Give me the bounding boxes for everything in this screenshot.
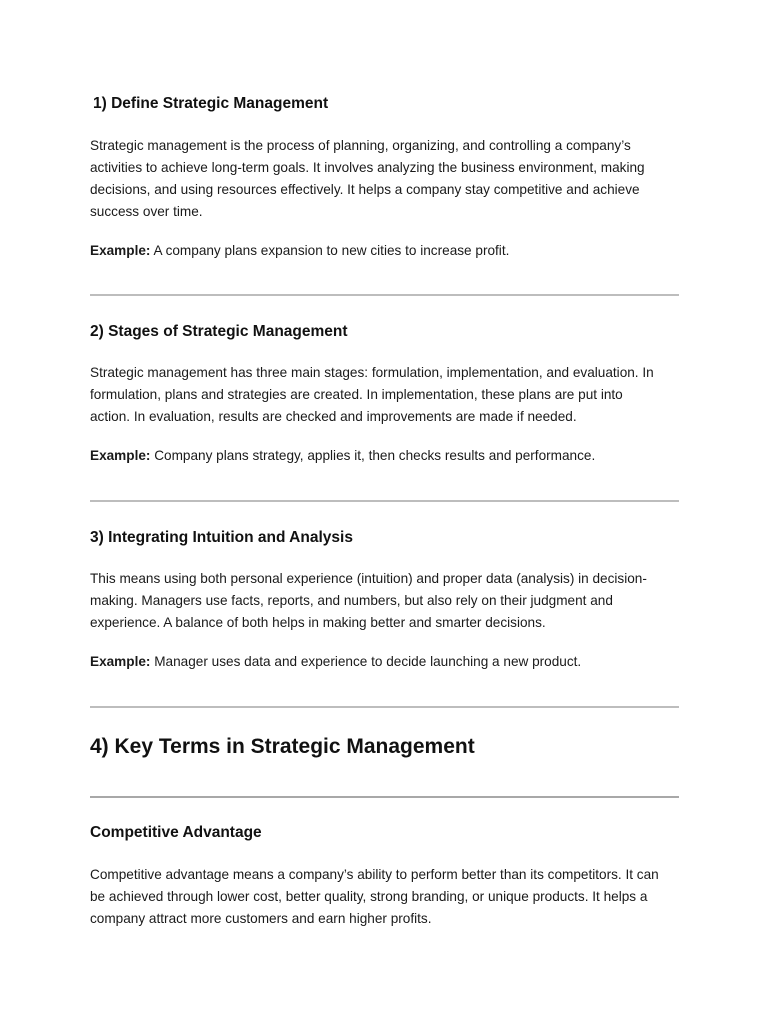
section-2-heading: 2) Stages of Strategic Management bbox=[90, 323, 348, 340]
section-1-paragraph bbox=[90, 135, 679, 223]
section-2-example bbox=[90, 446, 679, 466]
section-3-example bbox=[90, 652, 679, 672]
section-2-line-2: formulation, plans and strategies are created. In implementation, these plans are put into bbox=[90, 387, 623, 402]
section-1-line-2: activities to achieve long-term goals. It involves analyzing the business environment, making bbox=[90, 160, 645, 175]
section-1-example-label: Example: bbox=[90, 243, 151, 258]
section-2-line-1: Strategic management has three main stages: formulation, implementation, and evaluation. In bbox=[90, 365, 654, 380]
section-2-paragraph bbox=[90, 362, 679, 428]
section-3-line-2: making. Managers use facts, reports, and numbers, but also rely on their judgment and bbox=[90, 593, 613, 608]
section-3-line-1: This means using both personal experience (intuition) and proper data (analysis) in decision- bbox=[90, 571, 647, 586]
competitive-advantage-line-2: be achieved through lower cost, better quality, strong branding, or unique products. It helps a bbox=[90, 889, 648, 904]
section-3-example-text: Manager uses data and experience to decide launching a new product. bbox=[150, 654, 582, 669]
section-1-example bbox=[90, 241, 679, 261]
competitive-advantage-line-3: company attract more customers and earn higher profits. bbox=[90, 911, 432, 926]
section-3-line-3: experience. A balance of both helps in making better and smarter decisions. bbox=[90, 615, 546, 630]
divider-3 bbox=[90, 706, 679, 708]
section-2-example-label: Example: bbox=[90, 448, 151, 463]
section-2-example-text: Company plans strategy, applies it, then checks results and performance. bbox=[150, 448, 596, 463]
divider-4 bbox=[90, 796, 679, 798]
section-3-heading: 3) Integrating Intuition and Analysis bbox=[90, 529, 353, 546]
section-3-paragraph bbox=[90, 568, 679, 634]
section-3-example-label: Example: bbox=[90, 654, 151, 669]
competitive-advantage-paragraph bbox=[90, 864, 679, 930]
divider-1 bbox=[90, 294, 679, 296]
competitive-advantage-line-1: Competitive advantage means a company’s ability to perform better than its competitors. It can bbox=[90, 867, 659, 882]
section-1-heading: 1) Define Strategic Management bbox=[93, 95, 329, 112]
section-1-line-3: decisions, and using resources effectively. It helps a company stay competitive and achieve bbox=[90, 182, 640, 197]
section-4-heading: 4) Key Terms in Strategic Management bbox=[90, 735, 475, 758]
section-2-line-3: action. In evaluation, results are checked and improvements are made if needed. bbox=[90, 409, 577, 424]
competitive-advantage-heading: Competitive Advantage bbox=[90, 824, 262, 841]
section-1-example-text: A company plans expansion to new cities to increase profit. bbox=[150, 243, 510, 258]
section-1-line-4: success over time. bbox=[90, 204, 203, 219]
divider-2 bbox=[90, 500, 679, 502]
section-1-line-1: Strategic management is the process of planning, organizing, and controlling a company’s bbox=[90, 138, 631, 153]
